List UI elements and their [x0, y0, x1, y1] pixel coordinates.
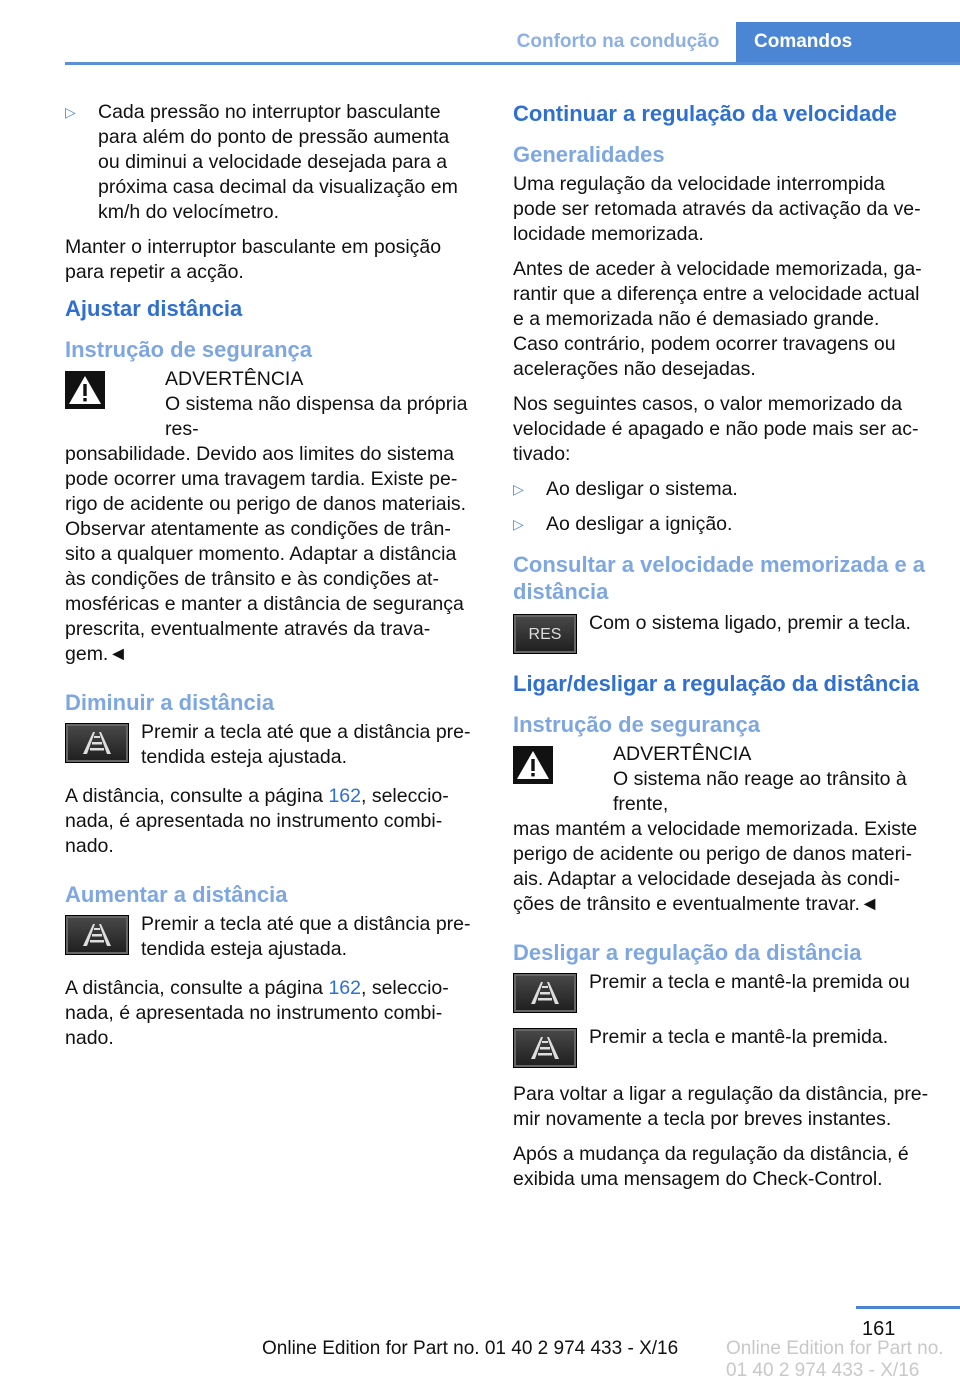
page-link[interactable]: 162	[328, 785, 361, 807]
paragraph-text: A distância, consulte a página	[65, 977, 329, 999]
heading-ajustar-distancia: Ajustar distância	[65, 296, 243, 321]
heading-diminuir-distancia: Diminuir a distância	[65, 690, 275, 715]
button-instruction	[65, 720, 473, 770]
instruction-text: Premir a tecla até que a distância pretendida esteja ajustada.	[141, 721, 471, 768]
heading-instrucao-seguranca: Instrução de segurança	[513, 712, 760, 737]
list-item-text: Ao desligar a ignição.	[546, 513, 733, 535]
triangle-bullet-icon: ▷	[65, 104, 76, 120]
button-instruction	[513, 1025, 929, 1068]
heading-consultar-velocidade: Consultar a velocidade memorizada e a distância	[513, 552, 926, 604]
list-item	[513, 477, 929, 502]
page-number: 161	[862, 1318, 896, 1340]
warning-triangle-icon	[65, 371, 105, 409]
distance-button-icon	[65, 915, 129, 955]
warning-triangle-icon	[513, 746, 553, 784]
header-chapter-tab: Comandos	[736, 22, 960, 62]
header-section-tab: Conforto na condução	[516, 31, 720, 52]
page-link[interactable]: 162	[328, 977, 361, 999]
paragraph	[65, 784, 473, 859]
paragraph: Para voltar a ligar a regulação da distância, premir novamente a tecla por breves instantes.	[513, 1083, 929, 1130]
res-button-icon	[513, 614, 577, 654]
triangle-bullet-icon: ▷	[513, 516, 524, 532]
distance-button-icon	[65, 723, 129, 763]
paragraph: Após a mudança da regulação da distância, é exibida uma mensagem do Check-Control.	[513, 1143, 909, 1190]
heading-instrucao-seguranca: Instrução de segurança	[65, 337, 312, 362]
paragraph: Antes de aceder à velocidade memorizada, garantir que a diferença entre a velocidade actual e a memorizada não é demasiado grande. Caso contrário, podem ocorrer travagens ou acelerações não desejadas.	[513, 258, 922, 380]
button-instruction	[513, 611, 929, 654]
heading-continuar-regulacao: Continuar a regulação da velocidade	[513, 101, 897, 126]
list-item-text: Cada pressão no interruptor basculante para além do ponto de pressão aumenta ou diminui a velocidade desejada para a próxima casa decimal da visualização em km/h do velocímetro.	[98, 101, 458, 223]
edition-note: Online Edition for Part no. 01 40 2 974 433 - X/16	[262, 1338, 679, 1359]
instruction-text: Premir a tecla e mantê-la premida ou	[589, 971, 910, 993]
distance-button-icon	[513, 973, 577, 1013]
header-rule	[65, 62, 960, 65]
button-instruction	[65, 912, 473, 962]
triangle-bullet-icon: ▷	[513, 481, 524, 497]
paragraph-text: , seleccionada, é apresentada no instrumento combinado.	[65, 977, 449, 1049]
warning-title: ADVERTÊNCIA	[613, 743, 752, 765]
paragraph: Manter o interruptor basculante em posição para repetir a acção.	[65, 236, 442, 283]
list-item	[513, 512, 929, 537]
footer-rule	[856, 1306, 960, 1309]
paragraph: Nos seguintes casos, o valor memorizado da velocidade é apagado e não pode mais ser activado:	[513, 393, 919, 465]
warning-text: ponsabilidade. Devido aos limites do sistema pode ocorrer uma travagem tardia. Existe perigo de acidente ou perigo de danos materiais. Observar atentamente as condições de trânsito a qualquer momento. Adaptar a distância às condições de trânsito e às condições atmosféricas e manter a distância de segurança prescrita, eventualmente através da travagem.◄	[65, 443, 467, 665]
right-column	[513, 100, 929, 1202]
paragraph-text: A distância, consulte a página	[65, 785, 329, 807]
button-instruction	[513, 970, 929, 1013]
heading-aumentar-distancia: Aumentar a distância	[65, 882, 288, 907]
res-button-label: RES	[528, 625, 562, 643]
instruction-text: Com o sistema ligado, premir a tecla.	[589, 612, 911, 634]
list-item-text: Ao desligar o sistema.	[546, 478, 738, 500]
heading-desligar-regulacao: Desligar a regulação da distância	[513, 940, 862, 965]
watermark: Online Edition for Part no. 01 40 2 974 433 - X/16	[726, 1338, 944, 1381]
distance-button-icon	[513, 1028, 577, 1068]
warning-text-first: O sistema não reage ao trânsito à frente,	[613, 768, 907, 815]
heading-ligar-desligar: Ligar/desligar a regulação da distância	[513, 671, 919, 696]
warning-block	[513, 742, 929, 917]
warning-text-first: O sistema não dispensa da própria res-	[165, 393, 468, 440]
heading-generalidades: Generalidades	[513, 142, 665, 167]
instruction-text: Premir a tecla até que a distância pretendida esteja ajustada.	[141, 913, 471, 960]
paragraph	[65, 976, 473, 1051]
instruction-text: Premir a tecla e mantê-la premida.	[589, 1026, 889, 1048]
paragraph-text: , seleccionada, é apresentada no instrumento combinado.	[65, 785, 449, 857]
paragraph: Uma regulação da velocidade interrompida pode ser retomada através da activação da velocidade memorizada.	[513, 173, 921, 245]
warning-block	[65, 367, 473, 667]
warning-title: ADVERTÊNCIA	[165, 368, 304, 390]
left-column	[65, 100, 473, 1061]
list-item	[65, 100, 473, 225]
warning-text: mas mantém a velocidade memorizada. Existe perigo de acidente ou perigo de danos materiais. Adaptar a velocidade desejada às condições de trânsito e eventualmente travar.◄	[513, 818, 918, 915]
